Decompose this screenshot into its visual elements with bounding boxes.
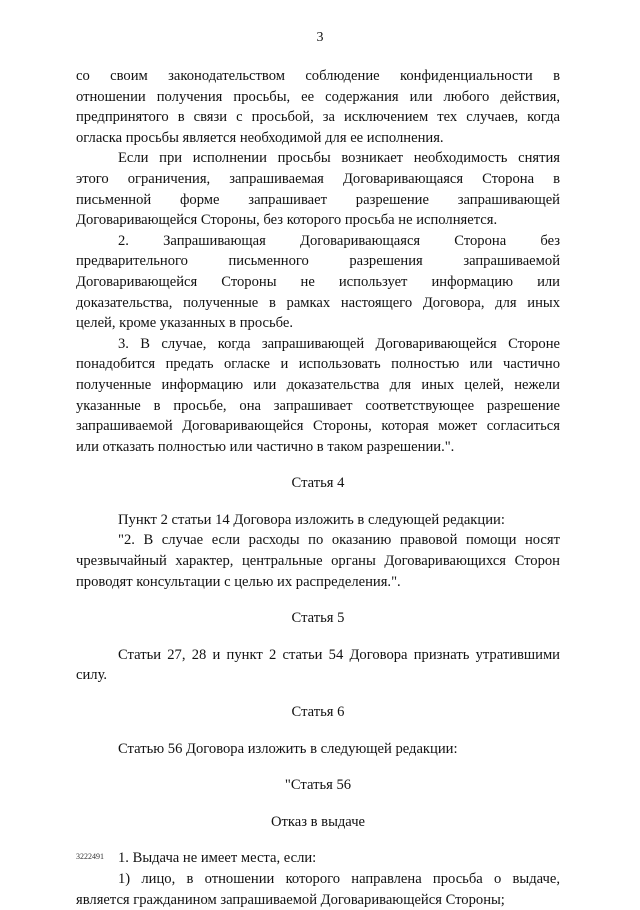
text-line: Договаривающейся Стороны, без которого просьба не исполняется. <box>76 212 498 229</box>
text-line: чрезвычайный характер, центральные органы Договаривающихся Сторон <box>76 553 560 570</box>
text-line: 3. В случае, когда запрашивающей Договаривающейся Стороне <box>118 335 560 352</box>
text-line: огласка просьбы является необходимой для ее исполнения. <box>76 129 444 146</box>
article-heading: Статья 5 <box>291 610 345 627</box>
page-number: 3 <box>316 30 324 45</box>
text-line: является гражданином запрашиваемой Договаривающейся Стороны; <box>76 891 505 908</box>
text-line: "2. В случае если расходы по оказанию правовой помощи носят <box>118 532 560 549</box>
article-heading: Статья 4 <box>291 475 345 492</box>
text-line: Пункт 2 статьи 14 Договора изложить в следующей редакции: <box>118 511 505 528</box>
text-line: доказательства, полученные в рамках настоящего Договора, для иных <box>76 294 560 311</box>
document-body <box>76 66 560 910</box>
text-line: этого ограничения, запрашиваемая Договаривающаяся Сторона в <box>76 170 560 187</box>
text-line: полученные информацию или доказательства для иных целей, нежели <box>76 376 560 393</box>
text-line: запрашиваемой Договаривающейся Стороны, которая может согласиться <box>76 418 560 435</box>
text-line: указанные в просьбе, она запрашивает соответствующее разрешение <box>76 397 560 414</box>
text-line: предпринятого в связи с просьбой, за исключением тех случаев, когда <box>76 109 560 126</box>
text-line: или отказать полностью или частично в таком разрешении.". <box>76 438 455 455</box>
article-title: Отказ в выдаче <box>270 813 366 830</box>
text-line: 1. Выдача не имеет места, если: <box>118 850 317 867</box>
text-line: проводят консультации с целью их распределения.". <box>76 573 401 590</box>
article-heading: "Статья 56 <box>284 777 352 794</box>
text-line: 2. Запрашивающая Договаривающаяся Сторона без <box>118 232 560 249</box>
document-code: 3222491 <box>76 852 104 861</box>
text-line: Статью 56 Договора изложить в следующей редакции: <box>118 740 458 757</box>
text-line: Договаривающейся Стороны не использует информацию или <box>76 273 560 290</box>
text-line: предварительного письменного разрешения запрашиваемой <box>76 253 560 270</box>
text-line: Если при исполнении просьбы возникает необходимость снятия <box>118 150 560 167</box>
text-line: со своим законодательством соблюдение конфиденциальности в <box>76 68 560 84</box>
text-line: понадобится предать огласке и использовать полностью или частично <box>76 356 560 373</box>
text-line: силу. <box>76 667 108 684</box>
article-heading: Статья 6 <box>291 704 345 721</box>
text-line: 1) лицо, в отношении которого направлена просьба о выдаче, <box>118 871 560 887</box>
text-line: письменной форме запрашивает разрешение запрашивающей <box>76 191 560 208</box>
text-line: отношении получения просьбы, ее содержания или любого действия, <box>76 88 560 105</box>
text-line: целей, кроме указанных в просьбе. <box>76 315 293 332</box>
text-line: Статьи 27, 28 и пункт 2 статьи 54 Договора признать утратившими <box>118 646 560 663</box>
